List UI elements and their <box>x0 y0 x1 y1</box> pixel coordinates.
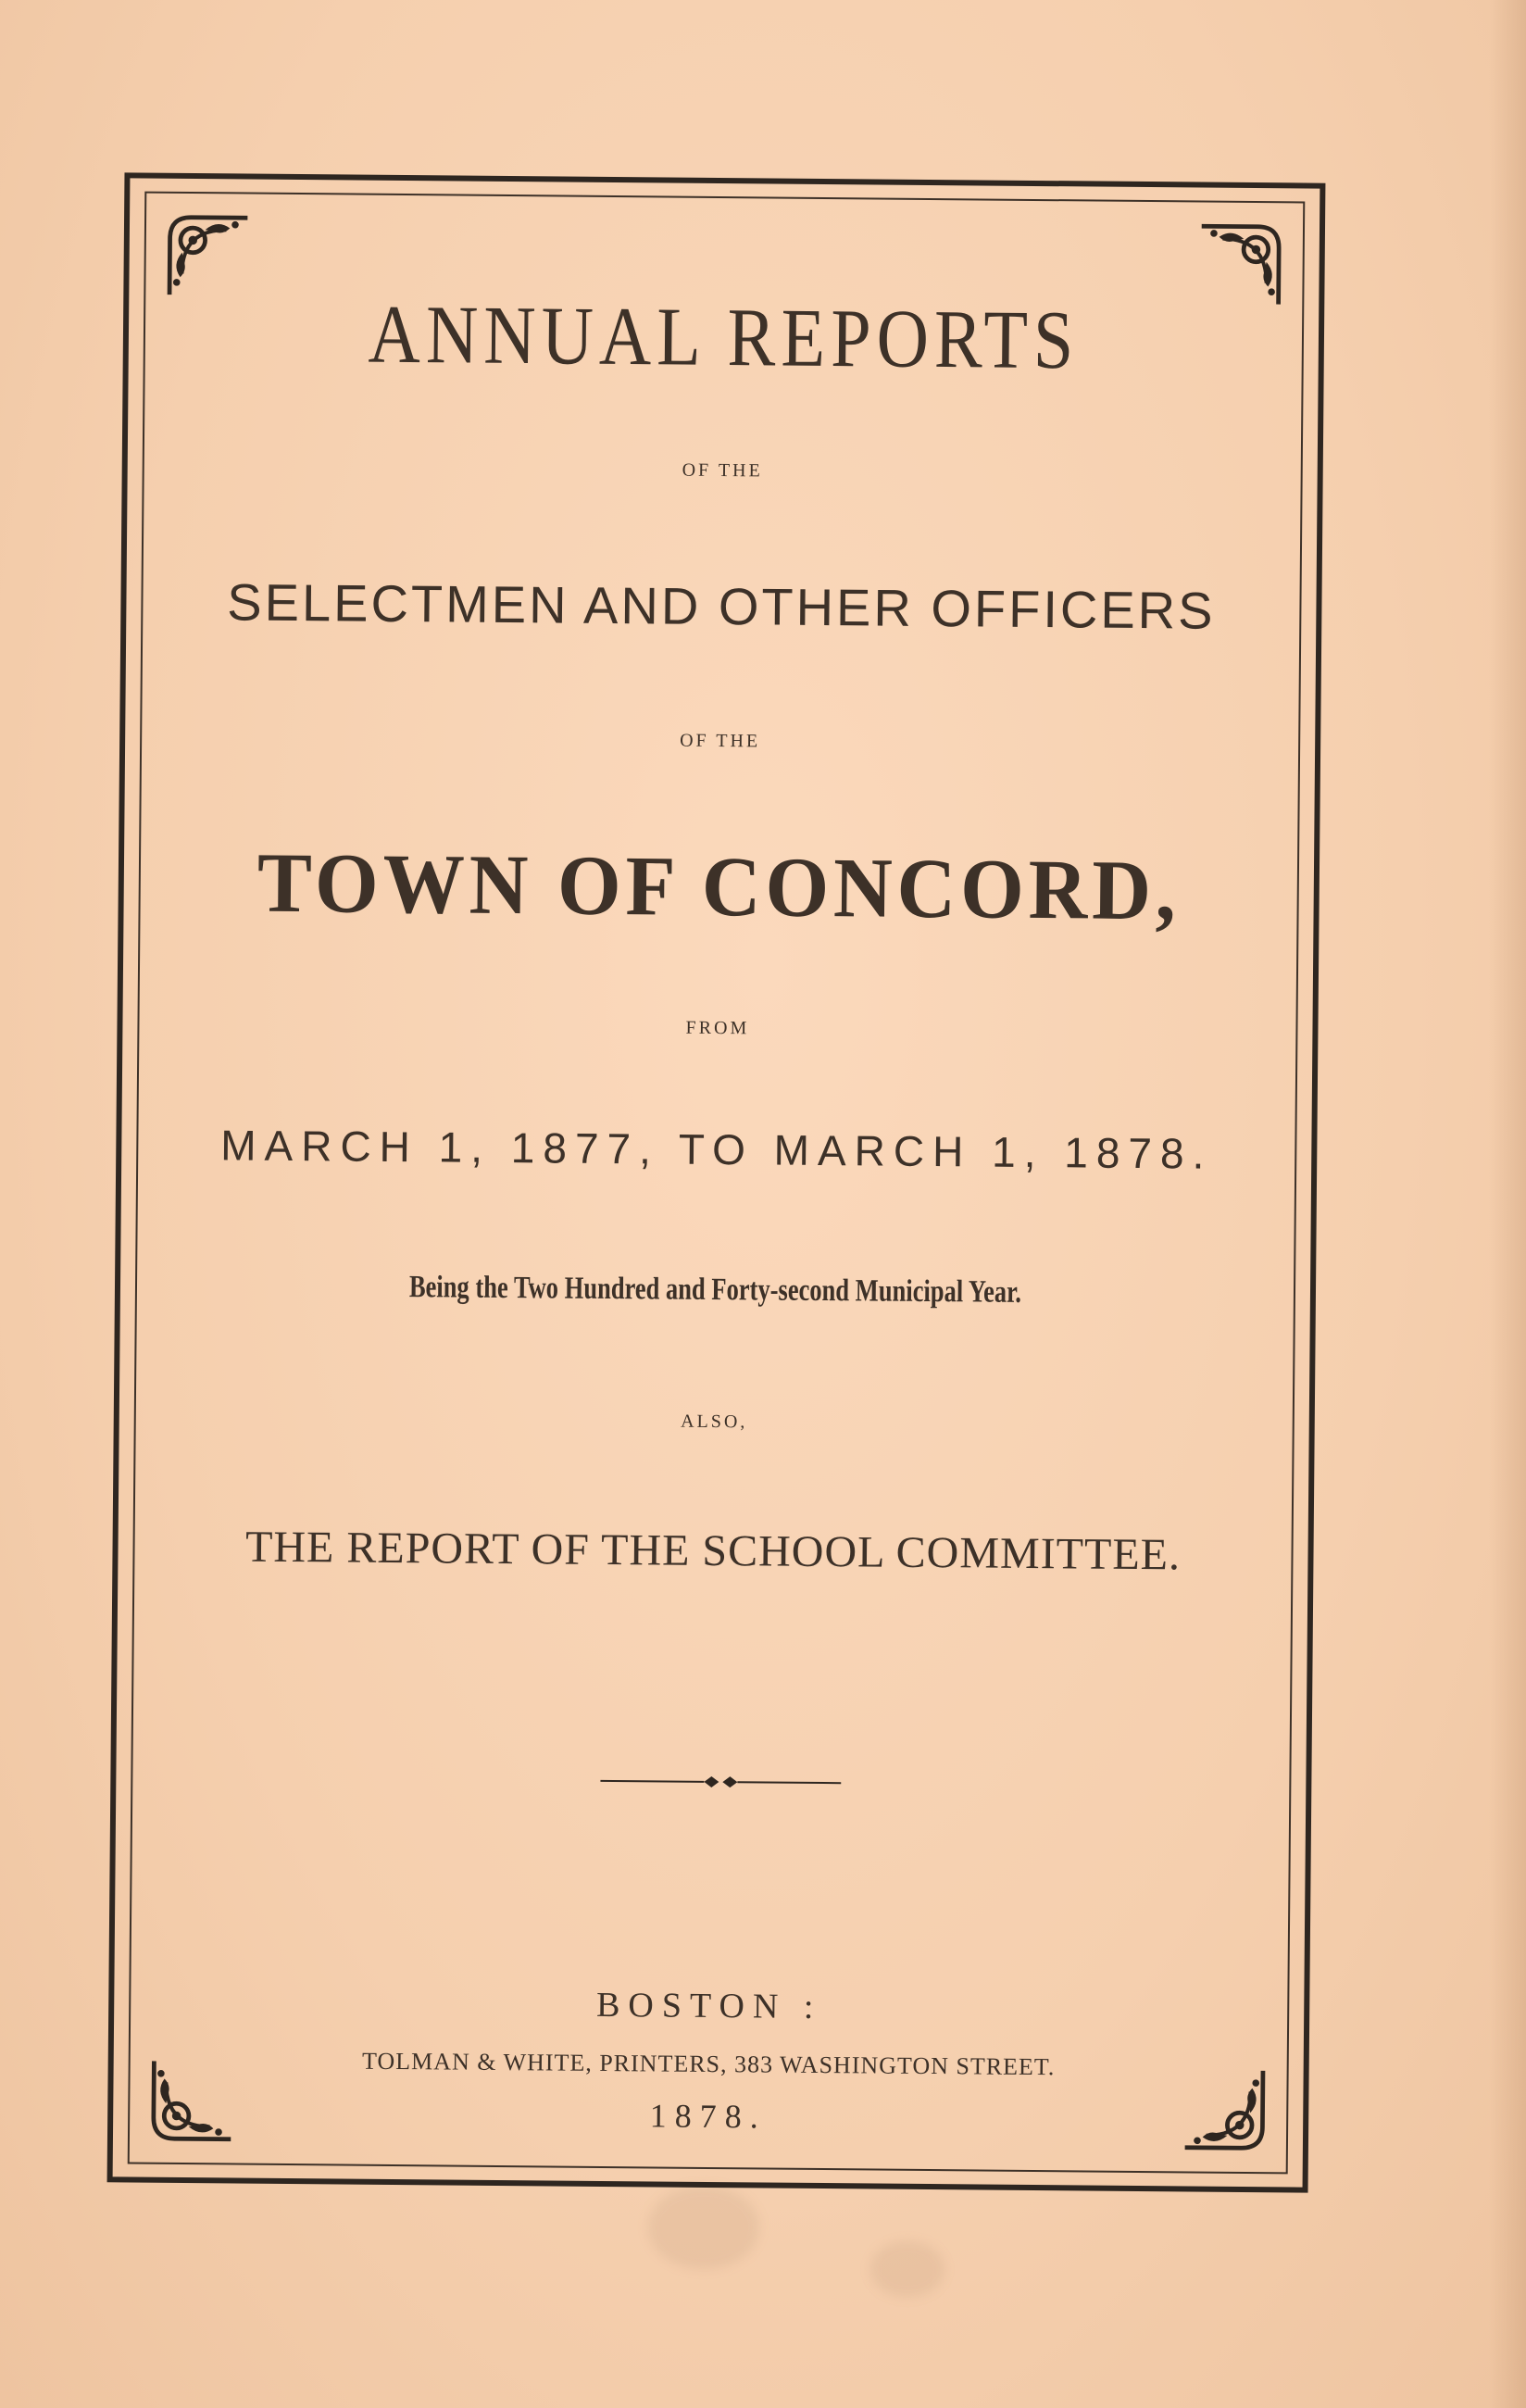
town-name: TOWN OF CONCORD, <box>256 834 1182 938</box>
imprint-printers: TOLMAN & WHITE, PRINTERS, 383 WASHINGTON STREET. <box>361 2047 1056 2081</box>
diamond-divider-icon <box>600 1772 841 1792</box>
municipal-year-line: Being the Two Hundred and Forty-second Municipal Year. <box>408 1270 1022 1310</box>
imprint-year: 1878. <box>649 2097 767 2136</box>
page-edge-shadow <box>1489 0 1526 2408</box>
date-range: MARCH 1, 1877, TO MARCH 1, 1878. <box>220 1121 1213 1178</box>
paper-stain <box>870 2241 944 2297</box>
school-committee-report: THE REPORT OF THE SCHOOL COMMITTEE. <box>244 1522 1182 1580</box>
connector-of-the: OF THE <box>680 730 761 752</box>
main-title: ANNUAL REPORTS <box>368 287 1080 386</box>
subtitle-selectmen: SELECTMEN AND OTHER OFFICERS <box>227 572 1216 640</box>
page-border-inner <box>128 192 1306 2175</box>
connector-of-the: OF THE <box>682 459 763 482</box>
connector-also: ALSO, <box>681 1411 748 1433</box>
page-border-outer <box>107 172 1326 2192</box>
paper-stain <box>648 2186 759 2269</box>
imprint-city: BOSTON : <box>595 1985 822 2027</box>
connector-from: FROM <box>685 1017 750 1039</box>
